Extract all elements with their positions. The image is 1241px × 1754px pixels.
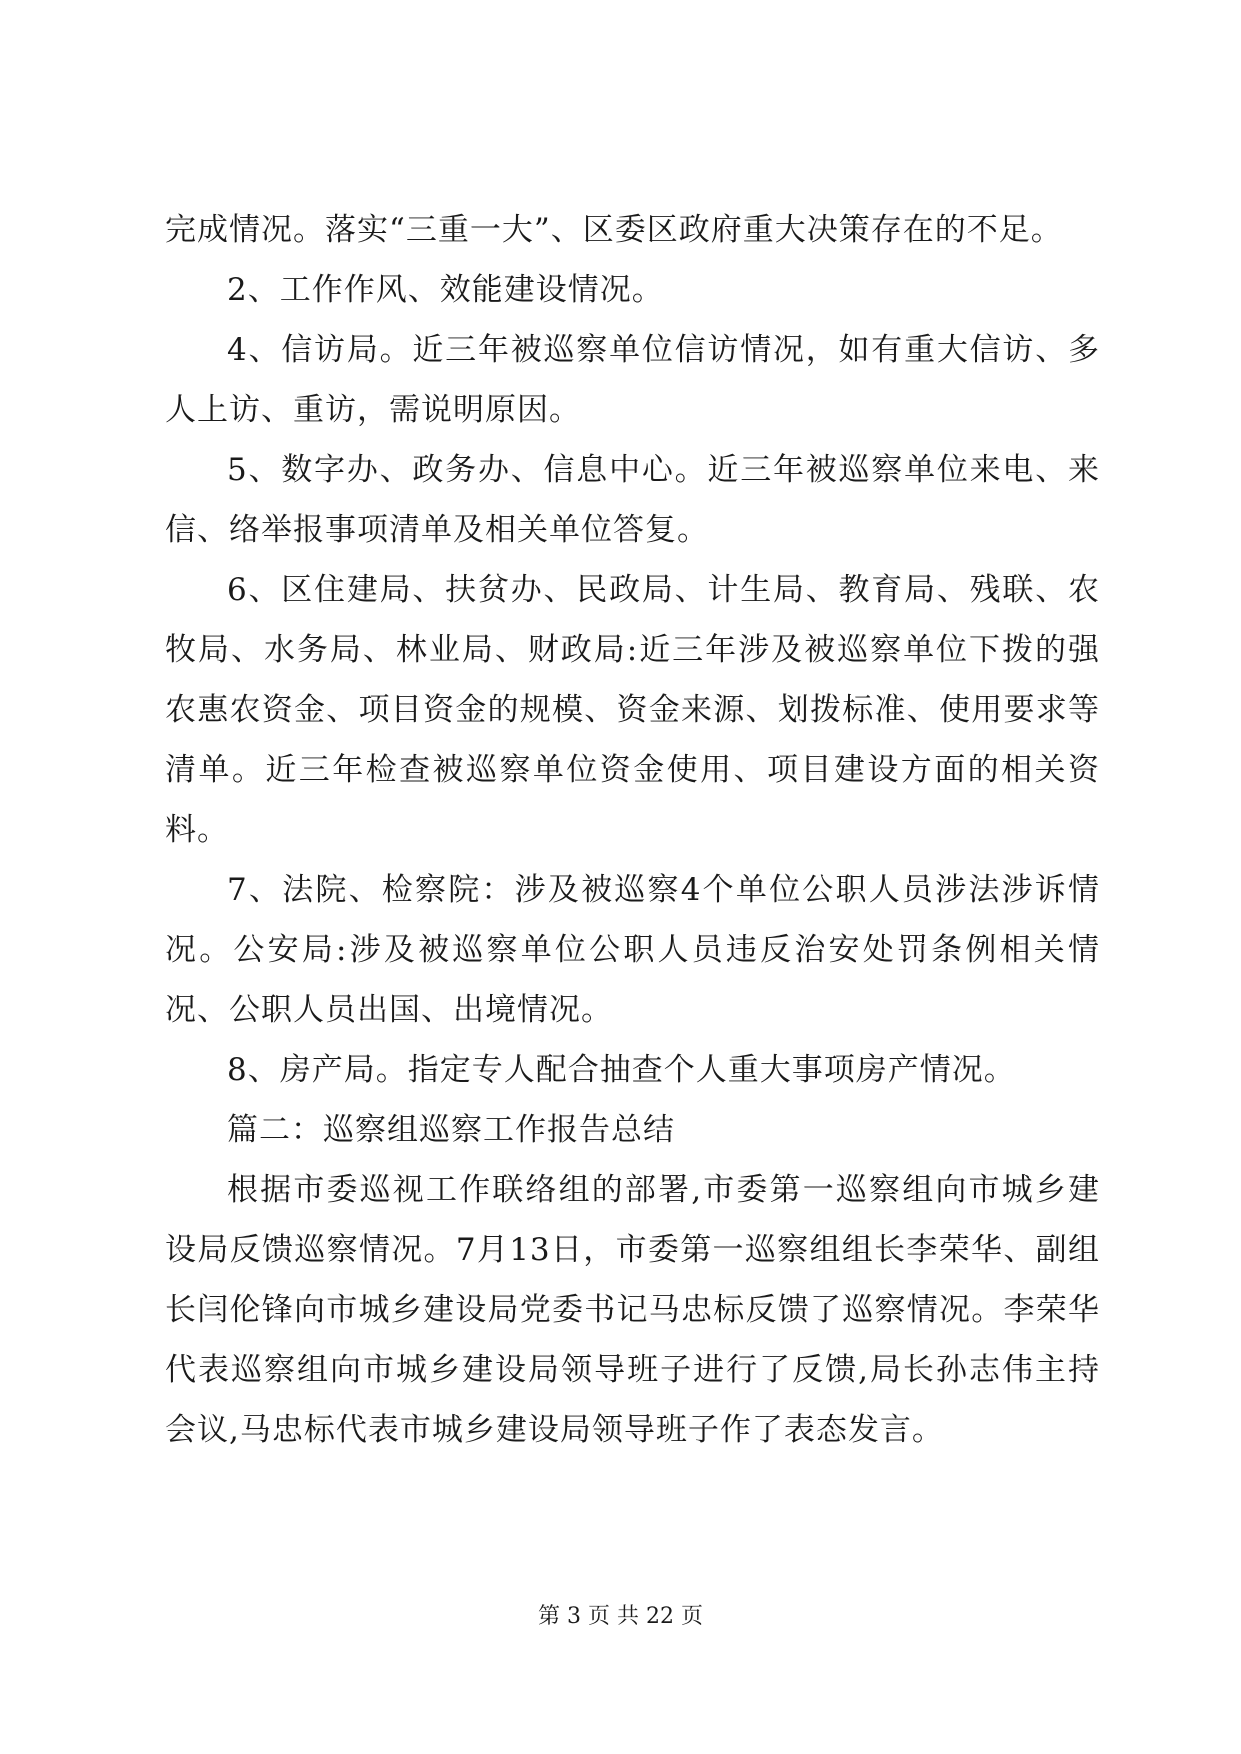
paragraph-item-6: 6、区住建局、扶贫办、民政局、计生局、教育局、残联、农牧局、水务局、林业局、财政局:近三年涉及被巡察单位下拨的强农惠农资金、项目资金的规模、资金来源、划拨标准、使用要求等清单。近三年检查被巡察单位资金使用、项目建设方面的相关资料。	[165, 572, 1100, 848]
paragraph-item-5: 5、数字办、政务办、信息中心。近三年被巡察单位来电、来信、络举报事项清单及相关单位答复。	[165, 452, 1100, 548]
paragraph-continuation: 完成情况。落实“三重一大”、区委区政府重大决策存在的不足。	[165, 212, 1063, 248]
paragraph-item-2: 2、工作作风、效能建设情况。	[227, 272, 664, 308]
page-number-footer: 第 3 页 共 22 页	[538, 1604, 703, 1629]
paragraph-item-8: 8、房产局。指定专人配合抽查个人重大事项房产情况。	[227, 1052, 1016, 1088]
paragraph-item-7: 7、法院、检察院：涉及被巡察4个单位公职人员涉法涉诉情况。公安局:涉及被巡察单位公职人员违反治安处罚条例相关情况、公职人员出国、出境情况。	[165, 872, 1100, 1028]
document-body	[165, 200, 1100, 1460]
section-heading: 篇二：巡察组巡察工作报告总结	[227, 1112, 675, 1148]
paragraph-report: 根据市委巡视工作联络组的部署,市委第一巡察组向市城乡建设局反馈巡察情况。7月13日，市委第一巡察组组长李荣华、副组长闫伦锋向市城乡建设局党委书记马忠标反馈了巡察情况。李荣华代表巡察组向市城乡建设局领导班子进行了反馈,局长孙志伟主持会议,马忠标代表市城乡建设局领导班子作了表态发言。	[165, 1172, 1100, 1448]
paragraph-item-4: 4、信访局。近三年被巡察单位信访情况，如有重大信访、多人上访、重访，需说明原因。	[165, 332, 1100, 428]
